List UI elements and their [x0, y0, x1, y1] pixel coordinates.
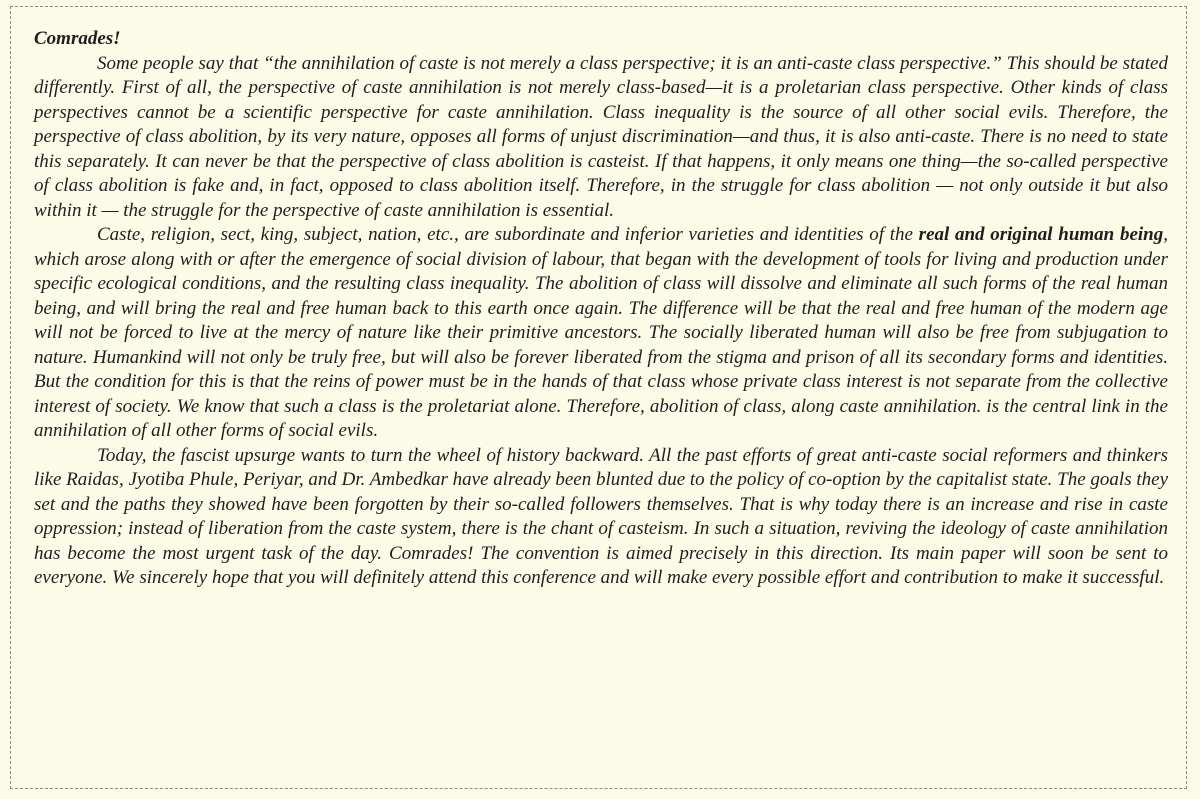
- salutation-heading: Comrades!: [34, 28, 121, 49]
- document-body: [34, 27, 1168, 591]
- paragraph-3: Today, the fascist upsurge wants to turn the wheel of history backward. All the past efforts of great anti-caste social reformers and thinkers like Raidas, Jyotiba Phule, Periyar, and Dr. Ambedkar have already been blunted due to the policy of co-option by the capitalist state. The goals they set and the paths they showed have been forgotten by their so-called followers themselves. That is why today there is an increase and rise in caste oppression; instead of liberation from the caste system, there is the chant of casteism. In such a situation, reviving the ideology of caste annihilation has become the most urgent task of the day. Comrades! The convention is aimed precisely in this direction. Its main paper will soon be sent to everyone. We sincerely hope that you will definitely attend this conference and will make every possible effort and contribution to make it successful.: [34, 444, 1168, 588]
- paragraph-2-intro: Caste, religion, sect, king, subject, nation, etc., are subordinate and inferior varieties and identities of the: [97, 224, 919, 245]
- paragraph-2: [34, 223, 1168, 444]
- bold-phrase: real and original human being: [918, 224, 1164, 245]
- paragraph-1: Some people say that “the annihilation of caste is not merely a class perspective; it is an anti-caste class perspective.” This should be stated differently. First of all, the perspective of caste annihilation is not merely class-based—it is a proletarian class perspective. Other kinds of class perspectives cannot be a scientific perspective for caste annihilation. Class inequality is the source of all other social evils. Therefore, the perspective of class abolition, by its very nature, opposes all forms of unjust discrimination—and thus, it is also anti-caste. There is no need to state this separately. It can never be that the perspective of class abolition is casteist. If that happens, it only means one thing—the so-called perspective of class abolition is fake and, in fact, opposed to class abolition itself. Therefore, in the struggle for class abolition — not only outside it but also within it — the struggle for the perspective of caste annihilation is essential.: [34, 52, 1168, 221]
- paragraph-2-rest: , which arose along with or after the emergence of social division of labour, that began with the development of tools for living and production under specific ecological conditions, and the resulting class inequality. The abolition of class will dissolve and eliminate all such forms of the real human being, and will bring the real and free human back to this earth once again. The difference will be that the real and free human of the modern age will not be forced to live at the mercy of nature like their primitive ancestors. The socially liberated human will also be free from subjugation to nature. Humankind will not only be truly free, but will also be forever liberated from the stigma and prison of all its secondary forms and identities. But the condition for this is that the reins of power must be in the hands of that class whose private class interest is not separate from the collective interest of society. We know that such a class is the proletariat alone. Therefore, abolition of class, along caste annihilation. is the central link in the annihilation of all other forms of social evils.: [34, 224, 1168, 441]
